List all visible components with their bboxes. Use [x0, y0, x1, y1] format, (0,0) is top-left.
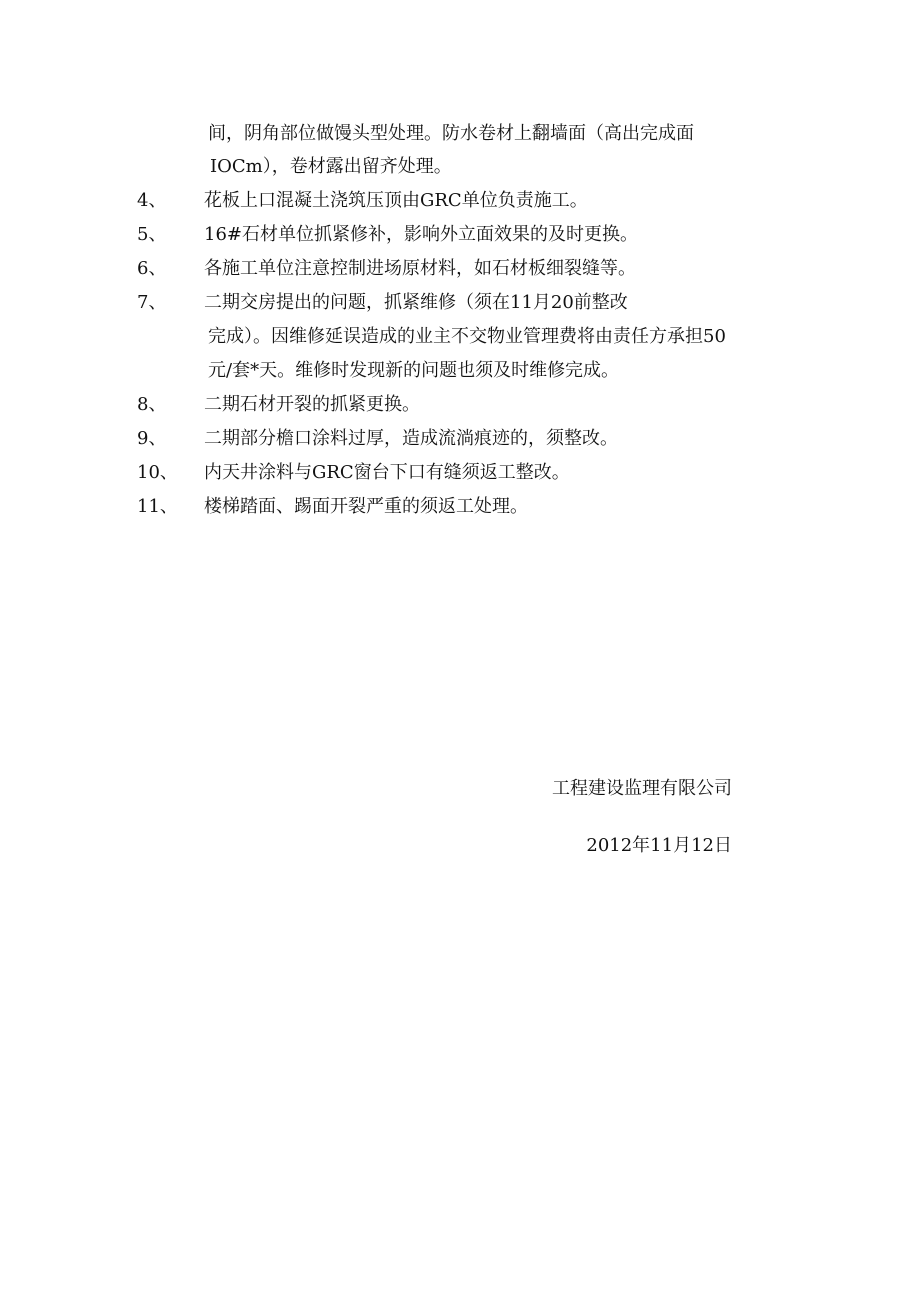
continuation-line-1: 间，阴角部位做馒头型处理。防水卷材上翻墙面（高出完成面: [208, 123, 694, 144]
item-number-7: 7、: [137, 292, 167, 313]
item-number-4: 4、: [137, 190, 167, 211]
footer-company: 工程建设监理有限公司: [552, 778, 732, 799]
item-text-8: 二期石材开裂的抓紧更换。: [204, 394, 420, 415]
item-text-11: 楼梯踏面、踢面开裂严重的须返工处理。: [204, 496, 528, 517]
footer-date: 2012年11月12日: [586, 835, 732, 856]
item-number-8: 8、: [137, 394, 167, 415]
item-text-10: 内天井涂料与GRC窗台下口有缝须返工整改。: [204, 462, 570, 483]
item-text-5: 16#石材单位抓紧修补，影响外立面效果的及时更换。: [204, 224, 638, 245]
item-text-7-line-3: 元/套*天。维修时发现新的问题也须及时维修完成。: [208, 360, 620, 381]
item-text-7-line-2: 完成）。因维修延误造成的业主不交物业管理费将由责任方承担50: [208, 326, 726, 347]
item-text-6: 各施工单位注意控制进场原材料，如石材板细裂缝等。: [204, 258, 636, 279]
item-text-9: 二期部分檐口涂料过厚，造成流淌痕迹的，须整改。: [204, 428, 618, 449]
item-number-10: 10、: [137, 462, 178, 483]
item-text-4: 花板上口混凝土浇筑压顶由GRC单位负责施工。: [204, 190, 588, 211]
item-text-7-line-1: 二期交房提出的问题，抓紧维修（须在11月20前整改: [204, 292, 628, 313]
item-number-9: 9、: [137, 428, 167, 449]
item-number-6: 6、: [137, 258, 167, 279]
item-number-5: 5、: [137, 224, 167, 245]
continuation-line-2: IOCm），卷材露出留齐处理。: [210, 156, 452, 177]
item-number-11: 11、: [137, 496, 178, 517]
